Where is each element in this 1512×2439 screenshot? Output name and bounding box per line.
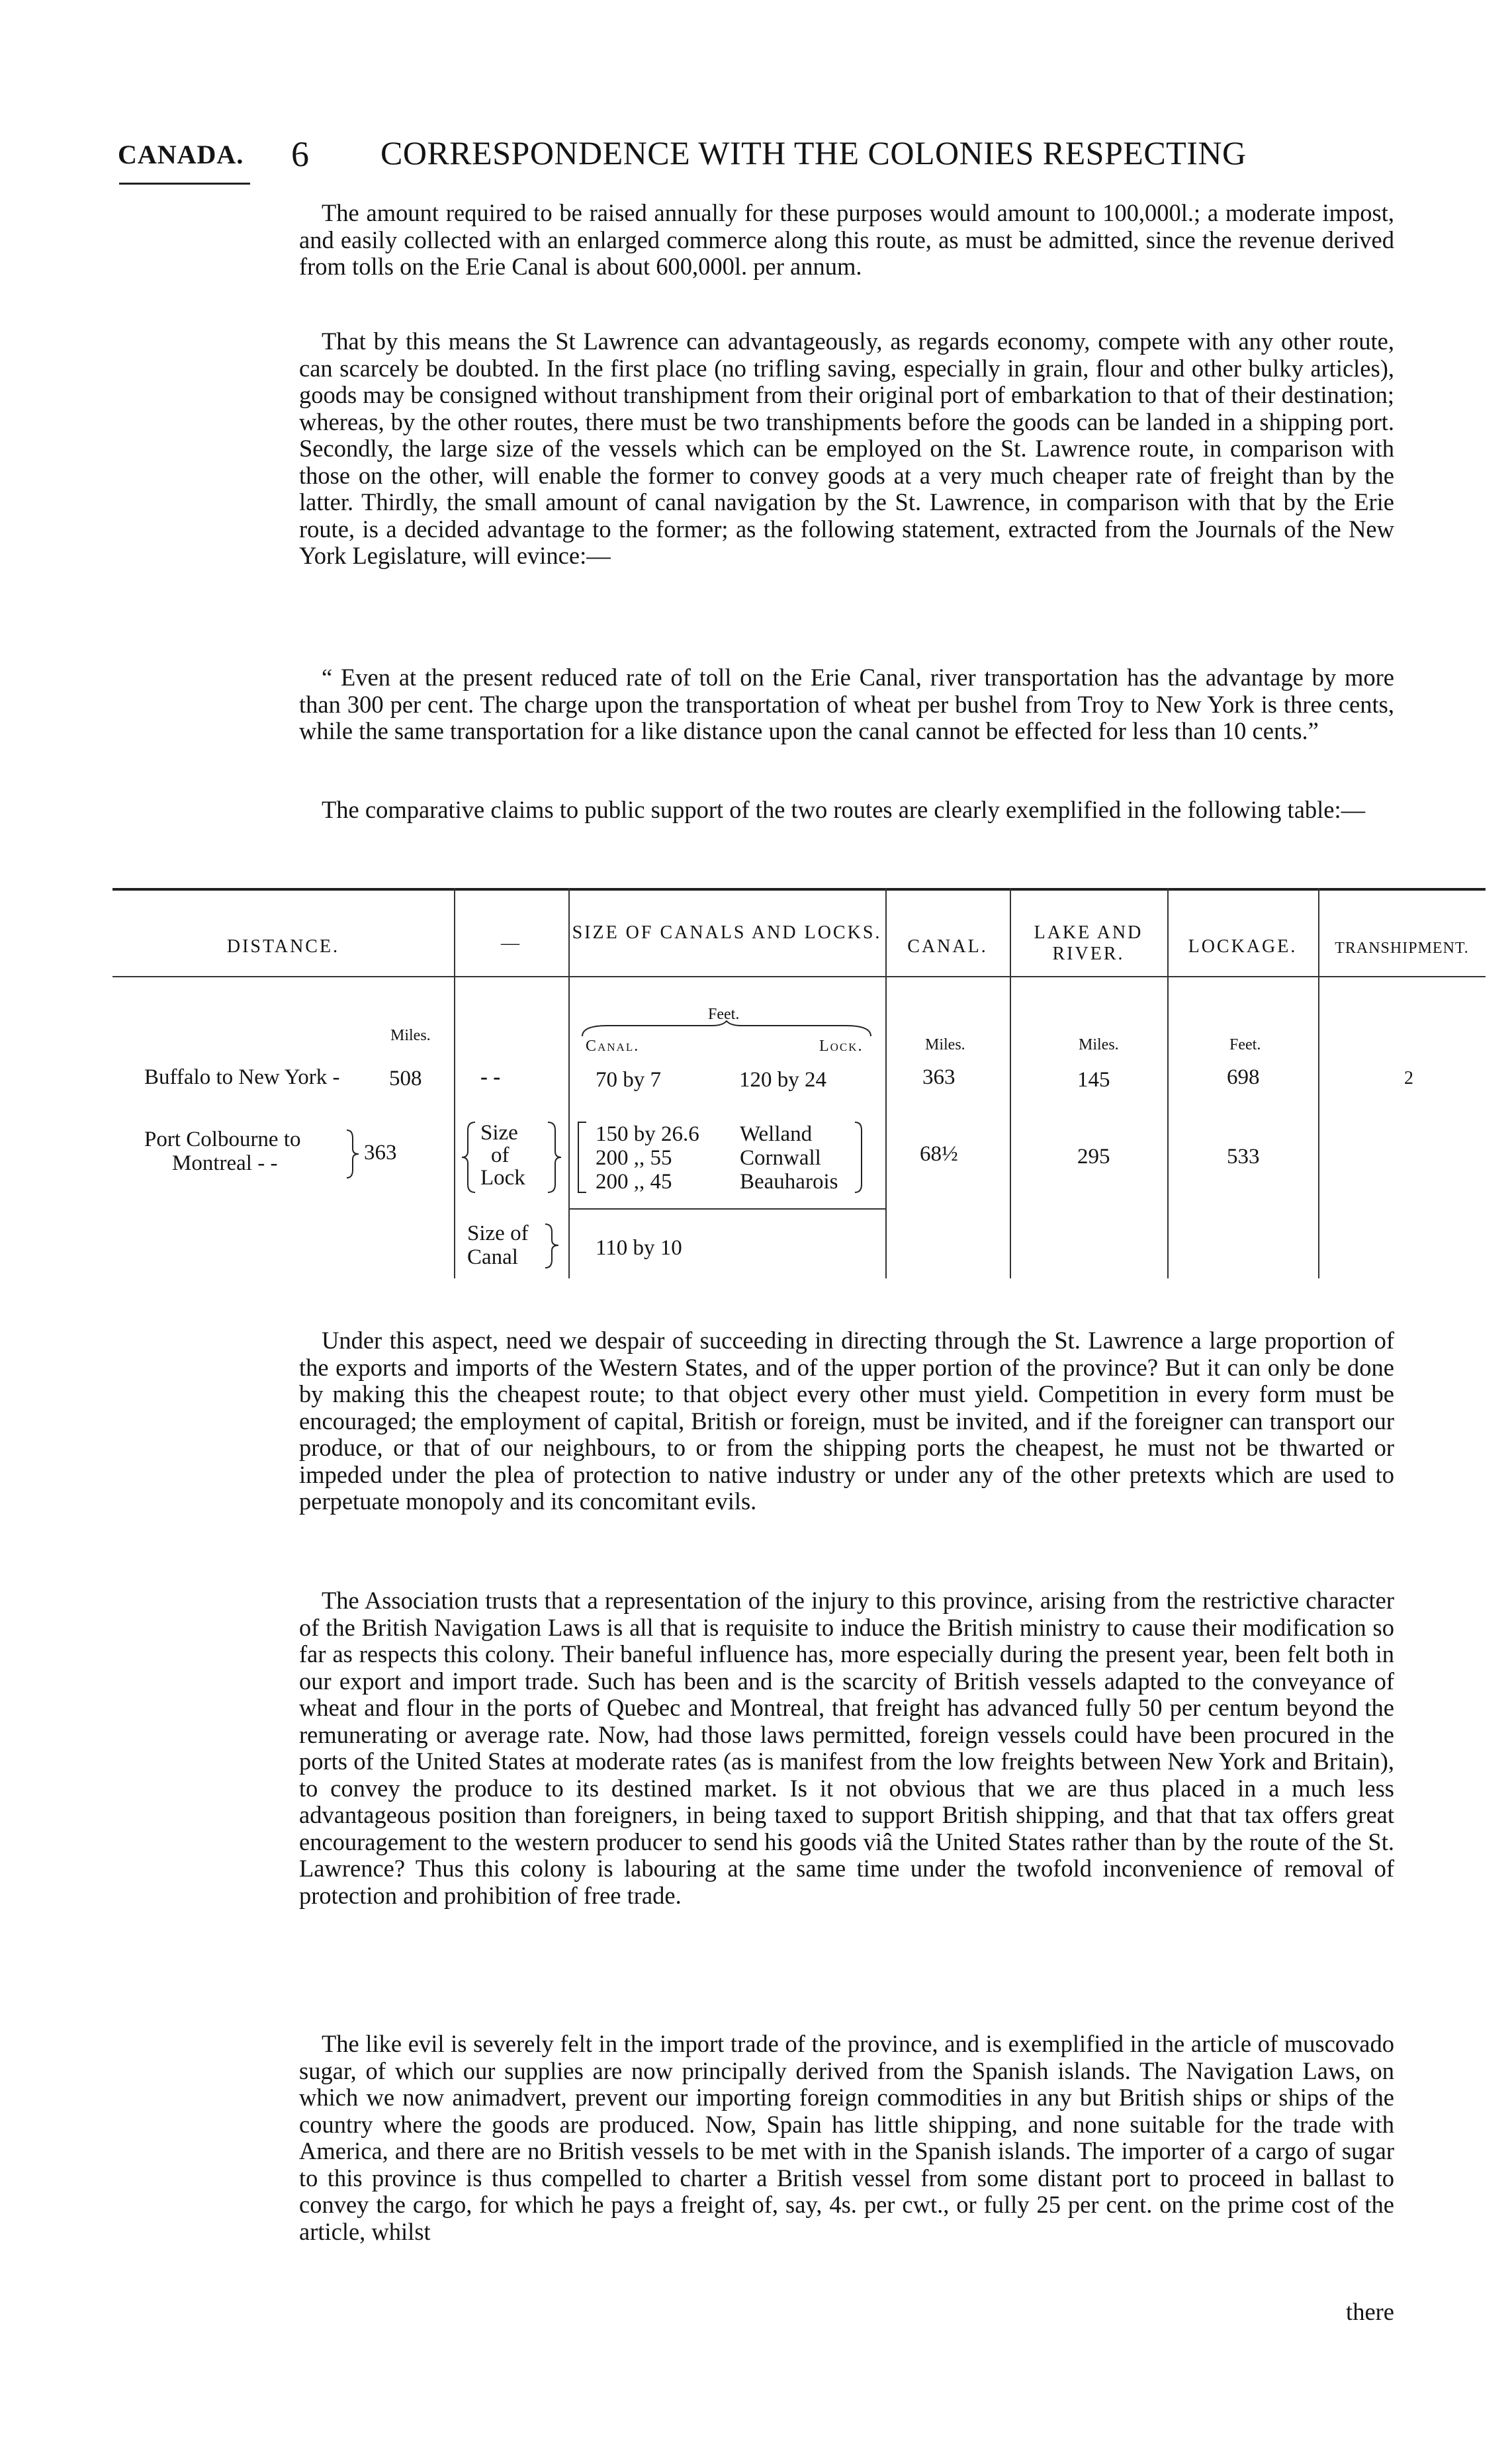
canal-size-row3: 110 by 10 <box>596 1236 682 1260</box>
paragraph-quotation: “ Even at the present reduced rate of toll on the Erie Canal, river transportation has the advantage by more than 300 per cent. The charge upon the transportation of wheat per bushel from Troy to New York is three cents, while the same transportation for a like distance upon the canal cannot be effected for less than 10 cents.” <box>299 664 1394 744</box>
unit-lake-miles: Miles. <box>1079 1036 1119 1053</box>
miles-port-colbourne: 363 <box>364 1141 397 1165</box>
table-top-rule <box>112 888 1486 891</box>
unit-canal-miles: Miles. <box>925 1036 965 1053</box>
label-size: Size <box>480 1121 518 1145</box>
unit-canal-sub: Canal. <box>586 1038 640 1055</box>
label-canal: Canal <box>467 1245 518 1269</box>
dash-buffalo: - - <box>480 1065 501 1089</box>
route-brace-icon <box>345 1129 360 1179</box>
header-lockage: LOCKAGE. <box>1188 936 1298 957</box>
unit-miles: Miles. <box>390 1027 431 1044</box>
header-dash: — <box>501 933 521 953</box>
lake-miles-port-colbourne: 295 <box>1077 1145 1110 1169</box>
unit-lock-sub: Lock. <box>819 1038 864 1055</box>
header-size-of-canals: SIZE OF CANALS AND LOCKS. <box>572 922 882 943</box>
route-port-colbourne: Port Colbourne to <box>144 1128 301 1151</box>
paragraph-under-this-aspect: Under this aspect, need we despair of succeeding in directing through the St. Lawrence a large proportion of the exports and imports of the Western States, and of the upper portion of the province? But it can only be done by making this the cheapest route; to that object every other must yield. Competition in every form must be encouraged; the employment of capital, British or foreign, must be invited, and if the foreigner can transport our produce, or that of our neighbours, to or from the shipping ports the cheapest, he must not be thwarted or impeded under the plea of protection to native industry or under any of the other pretexts which are used to perpetuate monopoly and its concomitant evils. <box>299 1327 1394 1515</box>
lock-size-beauharois: 200 ,, 45 <box>596 1170 672 1194</box>
paragraph-amount: The amount required to be raised annually for these purposes would amount to 100,000l.; a moderate impost, and easily collected with an enlarged commerce along this route, as must be admitted, since the revenue derived from tolls on the Erie Canal is about 600,000l. per annum. <box>299 199 1394 280</box>
locks-bracket-right-icon <box>854 1121 867 1194</box>
route-montreal: Montreal - - <box>172 1151 278 1175</box>
canal-label-brace-icon <box>544 1223 560 1269</box>
table-header-rule <box>112 976 1486 977</box>
paragraph-table-intro: The comparative claims to public support of the two routes are clearly exemplified in the following table:— <box>322 796 1366 823</box>
size-of-canal-rule <box>568 1208 885 1210</box>
column-divider <box>568 888 570 1278</box>
lock-name-beauharois: Beauharois <box>740 1170 838 1194</box>
route-buffalo: Buffalo to New York - <box>144 1065 340 1089</box>
catchword: there <box>1346 2298 1394 2325</box>
side-label-rule <box>119 183 250 185</box>
label-brace-right-icon <box>547 1121 562 1194</box>
lock-name-welland: Welland <box>740 1122 813 1146</box>
paragraph-import-trade: The like evil is severely felt in the import trade of the province, and is exemplified in the article of muscovado sugar, of which our supplies are now principally derived from the Spanish islands. The Navigation Laws, on which we now animadvert, prevent our importing foreign commodities in any but British ships or ships of the country where the goods are produced. Now, Spain has little shipping, and none suitable for the trade with America, and there are no British vessels to be met with in the Spanish islands. The importer of a cargo of sugar to this province is thus compelled to charter a British vessel from some distant port to proceed in ballast to convey the cargo, for which he pays a freight of, say, 4s. per cwt., or fully 25 per cent. on the prime cost of the article, whilst <box>299 2030 1394 2245</box>
running-title: CORRESPONDENCE WITH THE COLONIES RESPECTING <box>380 134 1247 171</box>
miles-buffalo: 508 <box>389 1067 422 1090</box>
header-lake-and-river: LAKE AND RIVER. <box>1034 922 1143 964</box>
lake-miles-buffalo: 145 <box>1077 1068 1110 1092</box>
locks-bracket-left-icon <box>574 1121 588 1194</box>
transhipment-buffalo: 2 <box>1404 1068 1413 1088</box>
canal-miles-port-colbourne: 68½ <box>920 1142 958 1166</box>
label-size-of: Size of <box>467 1221 529 1245</box>
unit-lockage-feet: Feet. <box>1229 1036 1261 1053</box>
lock-size-buffalo: 120 by 24 <box>739 1068 826 1092</box>
lockage-buffalo: 698 <box>1227 1065 1260 1089</box>
lockage-port-colbourne: 533 <box>1227 1145 1260 1169</box>
unit-feet: Feet. <box>708 1006 740 1023</box>
lock-size-welland: 150 by 26.6 <box>596 1122 699 1146</box>
lock-name-cornwall: Cornwall <box>740 1146 821 1170</box>
page-number: 6 <box>291 134 309 174</box>
canal-size-buffalo: 70 by 7 <box>596 1068 661 1092</box>
paragraph-association: The Association trusts that a representation of the injury to this province, arising from the restrictive character of the British Navigation Laws is all that is requisite to induce the British ministry to cause their modification so far as respects this colony. Their baneful influence has, more especially during the present year, been felt both in our export and import trade. Such has been and is the scarcity of British vessels adapted to the conveyance of wheat and flour in the ports of Quebec and Montreal, that freight has advanced fully 50 per centum beyond the remunerating or average rate. Now, had those laws permitted, foreign vessels could have been procured in the ports of the United States at moderate rates (as is manifest from the low freights between New York and Britain), to convey the produce to its destined market. Is it not obvious that we are thus placed in a much less advantageous position than foreigners, in being taxed to support British shipping, and that that tax offers great encouragement to the western producer to send his goods viâ the United States rather than by the route of the St. Lawrence? Thus this colony is labouring at the same time under the twofold inconvenience of removal of protection and prohibition of free trade. <box>299 1587 1394 1909</box>
side-label: CANADA. <box>118 140 244 169</box>
comparison-table <box>112 888 1486 1298</box>
running-head <box>112 131 1337 177</box>
header-distance: DISTANCE. <box>226 936 340 957</box>
paragraph-st-lawrence: That by this means the St Lawrence can advantageously, as regards economy, compete with any other route, can scarcely be doubted. In the first place (no trifling saving, especially in grain, flour and other bulky articles), goods may be consigned without transhipment from their original port of embarkation to that of their destination; whereas, by the other routes, there must be two transhipments before the goods can be landed in a shipping port. Secondly, the large size of the vessels which can be employed on the St. Lawrence route, in comparison with those on the other, will enable the former to convey goods at a very much cheaper rate of freight than by the latter. Thirdly, the small amount of canal navigation by the St. Lawrence, in comparison with that by the Erie route, is a decided advantage to the former; as the following statement, extracted from the Journals of the New York Legislature, will evince:— <box>299 328 1394 569</box>
label-of: of <box>491 1143 510 1167</box>
lock-size-cornwall: 200 ,, 55 <box>596 1146 672 1170</box>
canal-miles-buffalo: 363 <box>922 1065 956 1089</box>
label-brace-left-icon <box>461 1121 476 1194</box>
label-lock: Lock <box>480 1166 525 1190</box>
header-canal: CANAL. <box>907 936 988 957</box>
header-transhipment: TRANSHIPMENT. <box>1335 940 1469 957</box>
feet-brace <box>581 1020 872 1038</box>
